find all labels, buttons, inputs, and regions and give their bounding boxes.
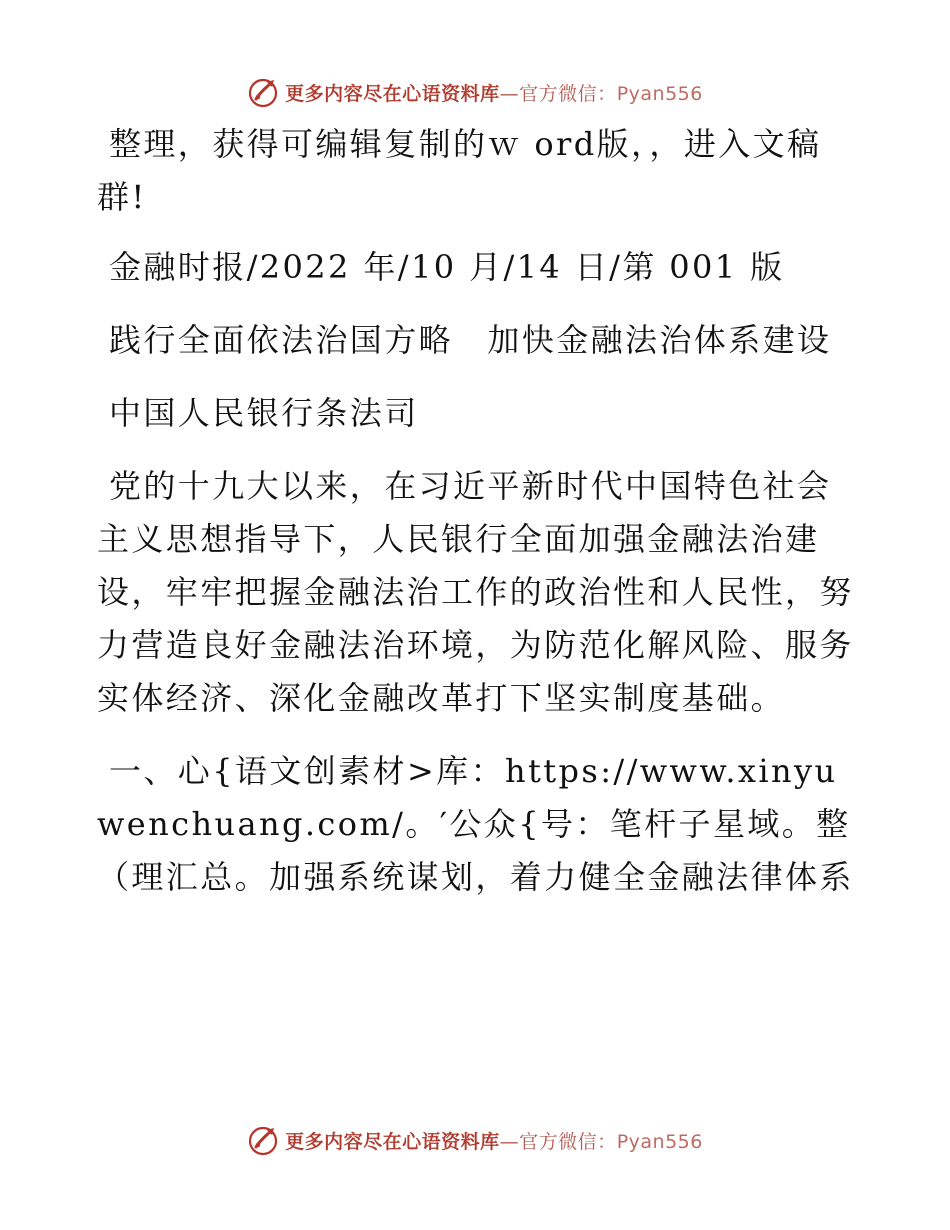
brush-logo-icon	[247, 76, 279, 108]
body-paragraph-1: 党的十九大以来，在习近平新时代中国特色社会主义思想指导下，人民银行全面加强金融法治建设，牢牢把握金融法治工作的政治性和人民性，努力营造良好金融法治环境，为防范化解风险、服务实体经济、深化金融改革打下坚实制度基础。	[97, 467, 854, 717]
banner-dash: —	[499, 1130, 520, 1153]
banner-wechat: Pyan556	[616, 1130, 703, 1153]
banner-dash: —	[499, 82, 520, 105]
banner-text	[285, 1127, 703, 1154]
source-line: 金融时报/2022 年/10 月/14 日/第 001 版	[109, 248, 785, 286]
banner-wechat: Pyan556	[616, 82, 703, 105]
author-line: 中国人民银行条法司	[109, 394, 419, 432]
article-title: 践行全面依法治国方略 加快金融法治体系建设	[109, 321, 832, 359]
banner-text	[285, 79, 703, 106]
banner-official: 官方微信：	[519, 82, 617, 105]
document-body	[97, 118, 857, 904]
banner-highlight: 更多内容尽在心语资料库	[285, 1130, 500, 1153]
banner-official: 官方微信：	[519, 1130, 617, 1153]
banner-highlight: 更多内容尽在心语资料库	[285, 82, 500, 105]
footer-banner	[0, 1120, 950, 1160]
body-paragraph-2: 一、心{语文创素材>库：https://www.xinyuwenchuang.com/。′公众{号：笔杆子星域。整（理汇总。加强系统谋划，着力健全金融法律体系	[97, 752, 854, 896]
intro-paragraph: 整理，获得可编辑复制的ｗ ord版，，进入文稿群!	[97, 125, 822, 216]
brush-logo-icon	[247, 1124, 279, 1156]
header-banner	[0, 72, 950, 112]
